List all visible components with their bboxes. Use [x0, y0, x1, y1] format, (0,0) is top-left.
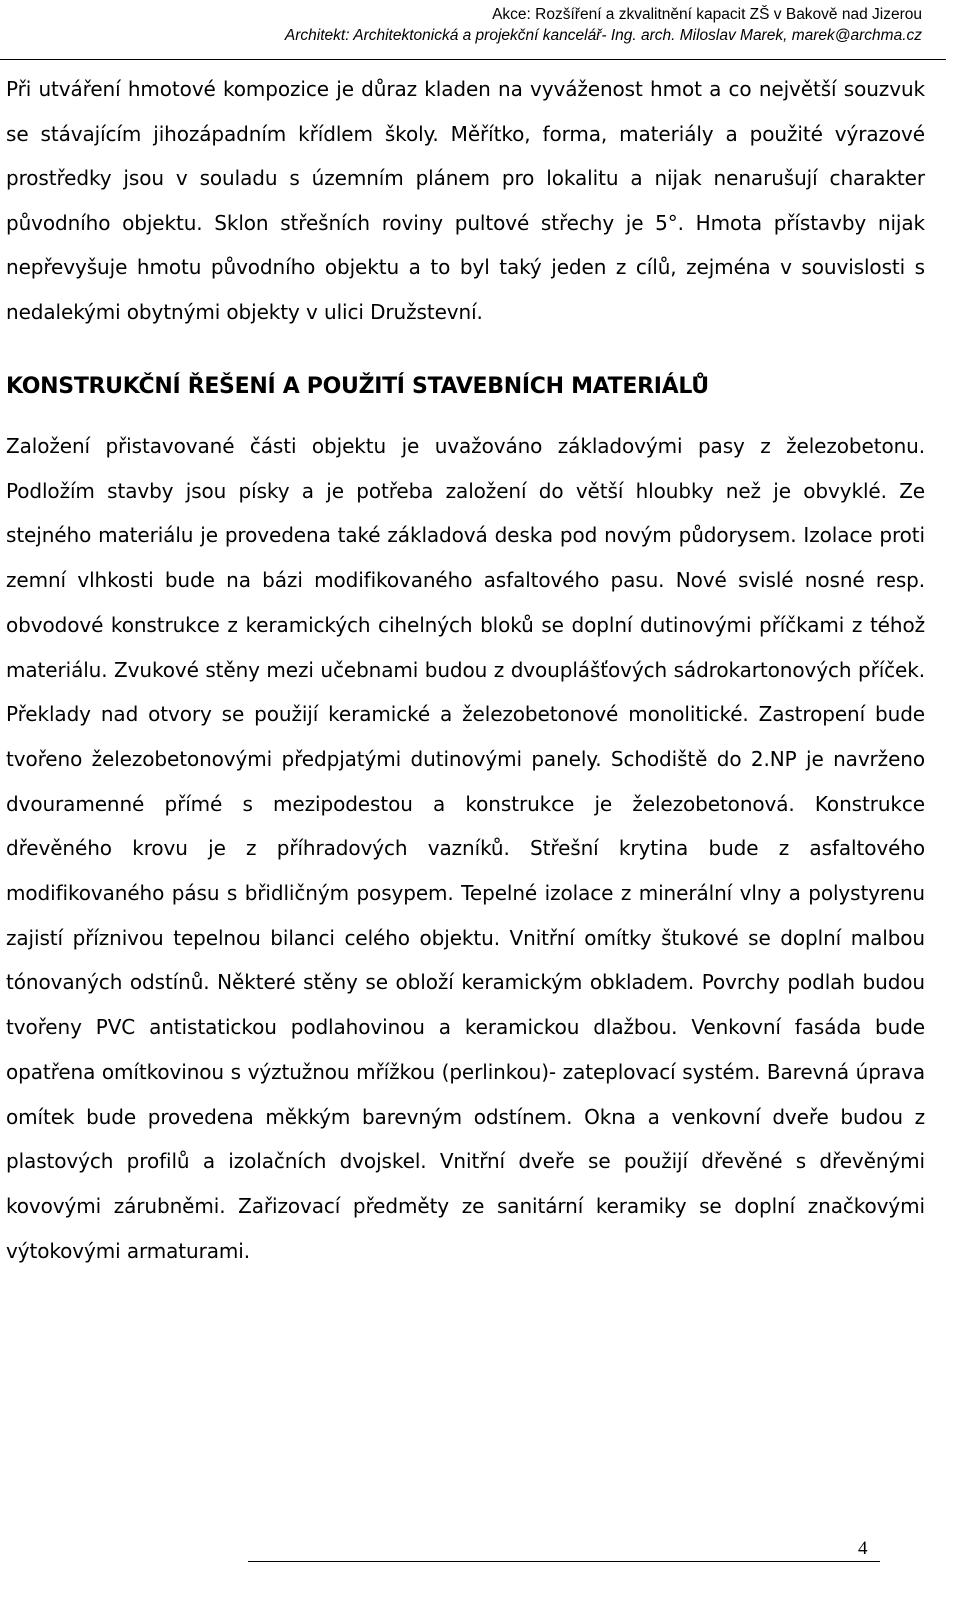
document-body	[6, 67, 925, 1273]
page-number: 4	[858, 1538, 868, 1559]
document-header	[22, 4, 922, 46]
paragraph-mass-composition: Při utváření hmotové kompozice je důraz kladen na vyváženost hmot a co největší souzvuk se stávajícím jihozápadním křídlem školy. Měřítko, forma, materiály a použité výrazové prostředky jsou v souladu s územním plánem pro lokalitu a nijak nenarušují charakter původního objektu. Sklon střešních roviny pultové střechy je 5°. Hmota přístavby nijak nepřevyšuje hmotu původního objektu a to byl taký jeden z cílů, zejména v souvislosti s nedalekými obytnými objekty v ulici Družstevní.	[6, 77, 925, 324]
section-heading: KONSTRUKČNÍ ŘEŠENÍ A POUŽITÍ STAVEBNÍCH MATERIÁLŮ	[6, 374, 709, 399]
header-project-title: Akce: Rozšíření a zkvalitnění kapacit ZŠ v Bakově nad Jizerou	[492, 6, 922, 23]
header-architect-info: Architekt: Architektonická a projekční kancelář- Ing. arch. Miloslav Marek, marek@archma.cz	[284, 27, 922, 44]
header-divider	[0, 59, 946, 60]
footer-divider	[248, 1561, 880, 1562]
paragraph-construction-materials: Založení přistavované části objektu je uvažováno základovými pasy z železobetonu. Podložím stavby jsou písky a je potřeba založení do větší hloubky než je obvyklé. Ze stejného materiálu je provedena také základová deska pod novým půdorysem. Izolace proti zemní vlhkosti bude na bázi modifikovaného asfaltového pasu. Nové svislé nosné resp. obvodové konstrukce z keramických cihelných bloků se doplní dutinovými příčkami z téhož materiálu. Zvukové stěny mezi učebnami budou z dvouplášťových sádrokartonových příček. Překlady nad otvory se použijí keramické a železobetonové monolitické. Zastropení bude tvořeno železobetonovými předpjatými dutinovými panely. Schodiště do 2.NP je navrženo dvouramenné přímé s mezipodestou a konstrukce je železobetonová. Konstrukce dřevěného krovu je z příhradových vazníků. Střešní krytina bude z asfaltového modifikovaného pásu s břidličným posypem. Tepelné izolace z minerální vlny a polystyrenu zajistí příznivou tepelnou bilanci celého objektu. Vnitřní omítky štukové se doplní malbou tónovaných odstínů. Některé stěny se obloží keramickým obkladem. Povrchy podlah budou tvořeny PVC antistatickou podlahovinou a keramickou dlažbou. Venkovní fasáda bude opatřena omítkovinou s výztužnou mřížkou (perlinkou)- zateplovací systém. Barevná úprava omítek bude provedena měkkým barevným odstínem. Okna a venkovní dveře budou z plastových profilů a izolačních dvojskel. Vnitřní dveře se použijí dřevěné s dřevěnými kovovými zárubněmi. Zařizovací předměty ze sanitární keramiky se doplní značkovými výtokovými armaturami.	[6, 434, 925, 1263]
